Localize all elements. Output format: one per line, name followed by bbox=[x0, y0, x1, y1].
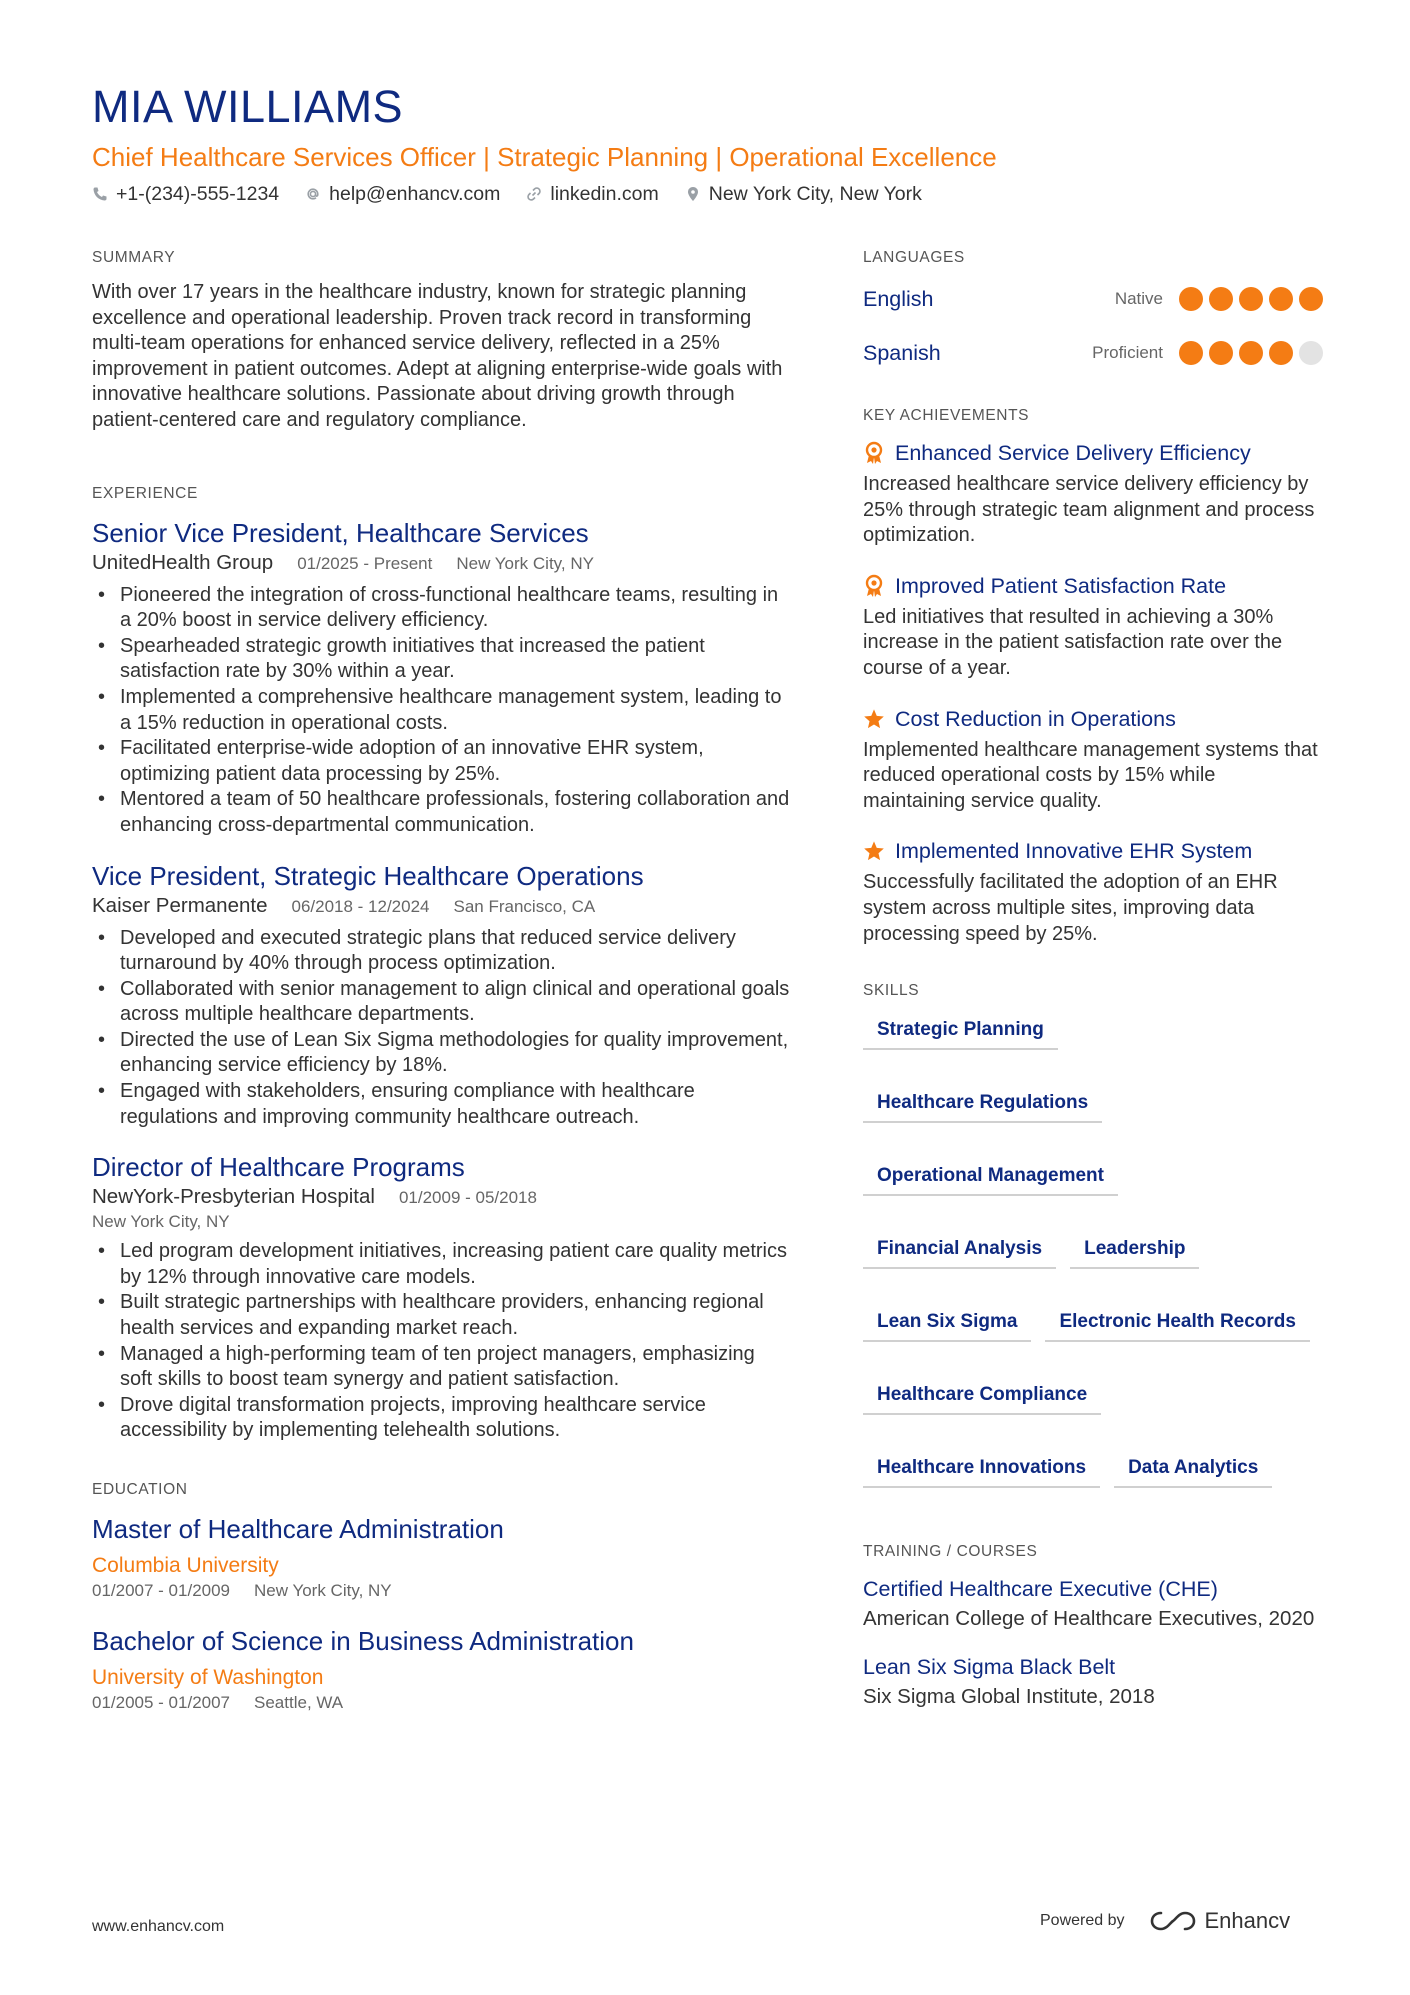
languages-section bbox=[863, 248, 1323, 372]
bullet-item: • Collaborated with senior management to align clinical and operational goals across multiple healthcare departments. bbox=[92, 977, 792, 1028]
achievements-section bbox=[863, 406, 1323, 947]
experience-section bbox=[92, 484, 792, 1444]
right-column bbox=[863, 248, 1323, 1730]
achievement-title: Improved Patient Satisfaction Rate bbox=[895, 573, 1227, 598]
job-bullets bbox=[92, 926, 792, 1131]
powered-by-label: Powered by bbox=[1040, 1912, 1125, 1929]
job-meta bbox=[92, 550, 792, 577]
training-section bbox=[863, 1542, 1323, 1710]
rating-dot-filled bbox=[1299, 287, 1323, 311]
achievement-description: Led initiatives that resulted in achieving a 30% increase in the patient satisfaction rate over the course of a year. bbox=[863, 605, 1283, 679]
phone-text: +1-(234)-555-1234 bbox=[116, 183, 280, 205]
bullet-item: • Engaged with stakeholders, ensuring compliance with healthcare regulations and improving community healthcare outreach. bbox=[92, 1079, 792, 1130]
achievement-item bbox=[863, 438, 1323, 549]
language-rating bbox=[1179, 287, 1323, 311]
skill-tag: Leadership bbox=[1070, 1232, 1199, 1269]
linkedin-text[interactable]: linkedin.com bbox=[550, 183, 659, 205]
job-dates: 06/2018 - 12/2024 bbox=[291, 896, 430, 916]
achievement-header bbox=[863, 836, 1323, 866]
location-text: New York City, New York bbox=[708, 183, 922, 205]
brand-logo[interactable] bbox=[1149, 1908, 1291, 1934]
job-bullets bbox=[92, 583, 792, 839]
language-name: English bbox=[863, 286, 934, 311]
summary-section bbox=[92, 248, 792, 434]
course-item bbox=[863, 1652, 1323, 1710]
achievement-title: Enhanced Service Delivery Efficiency bbox=[895, 441, 1251, 465]
star-icon bbox=[863, 708, 885, 730]
footer-branding bbox=[1040, 1908, 1290, 1934]
job-meta bbox=[92, 1184, 792, 1211]
achievement-title: Cost Reduction in Operations bbox=[895, 706, 1176, 731]
rating-dot-filled bbox=[1179, 287, 1203, 311]
language-row bbox=[863, 334, 1323, 372]
education-school: Columbia University bbox=[92, 1554, 279, 1577]
bullet-item: • Directed the use of Lean Six Sigma methodologies for quality improvement, enhancing service efficiency by 18%. bbox=[92, 1028, 792, 1079]
education-meta bbox=[92, 1580, 792, 1602]
rating-dot-empty bbox=[1299, 341, 1323, 365]
education-dates: 01/2007 - 01/2009 bbox=[92, 1581, 231, 1600]
achievement-description: Implemented healthcare management systems that reduced operational costs by 15% while maintaining service quality. bbox=[863, 738, 1318, 812]
section-heading: TRAINING / COURSES bbox=[863, 1543, 1038, 1561]
section-heading: EXPERIENCE bbox=[92, 484, 198, 502]
rating-dot-filled bbox=[1239, 287, 1263, 311]
language-rating bbox=[1179, 341, 1323, 365]
job-entry bbox=[92, 1150, 792, 1444]
achievement-title: Implemented Innovative EHR System bbox=[895, 839, 1253, 864]
language-name: Spanish bbox=[863, 340, 941, 365]
rating-dot-filled bbox=[1269, 287, 1293, 311]
phone-icon bbox=[92, 186, 108, 202]
course-name: Certified Healthcare Executive (CHE) bbox=[863, 1577, 1218, 1602]
skill-tag: Operational Management bbox=[863, 1159, 1118, 1196]
education-section bbox=[92, 1480, 792, 1714]
job-meta bbox=[92, 893, 792, 920]
course-name: Lean Six Sigma Black Belt bbox=[863, 1655, 1116, 1680]
rating-dot-filled bbox=[1209, 287, 1233, 311]
job-dates: 01/2009 - 05/2018 bbox=[398, 1188, 537, 1208]
award-icon bbox=[863, 574, 885, 598]
bullet-item: • Built strategic partnerships with healthcare providers, enhancing regional health services and expanding market reach. bbox=[92, 1290, 792, 1341]
bullet-item: • Facilitated enterprise-wide adoption of an innovative EHR system, optimizing patient data processing by 25%. bbox=[92, 736, 792, 787]
language-row bbox=[863, 280, 1323, 318]
rating-dot-filled bbox=[1209, 341, 1233, 365]
contact-phone bbox=[92, 180, 279, 208]
achievement-header bbox=[863, 438, 1323, 468]
job-company: Kaiser Permanente bbox=[92, 893, 268, 917]
job-title: Vice President, Strategic Healthcare Operations bbox=[92, 860, 644, 891]
rating-dot-filled bbox=[1269, 341, 1293, 365]
bullet-item: • Managed a high-performing team of ten project managers, emphasizing soft skills to boost team synergy and patient satisfaction. bbox=[92, 1342, 792, 1393]
bullet-item: • Led program development initiatives, increasing patient care quality metrics by 12% through innovative care models. bbox=[92, 1239, 792, 1290]
language-level: Native bbox=[1114, 289, 1163, 308]
summary-text: With over 17 years in the healthcare industry, known for strategic planning excellence and operational leadership. Proven track record in transforming multi-team operations for enhanced service delivery, reflected in a 25% improvement in patient outcomes. Adept at aligning enterprise-wide goals with innovative healthcare solutions. Passionate about driving growth through patient-centered care and regulatory compliance. bbox=[92, 281, 783, 431]
language-level: Proficient bbox=[1092, 343, 1163, 362]
skill-tag: Strategic Planning bbox=[863, 1013, 1058, 1050]
rating-dot-filled bbox=[1239, 341, 1263, 365]
education-degree: Bachelor of Science in Business Administration bbox=[92, 1626, 634, 1656]
skill-tag: Data Analytics bbox=[1114, 1451, 1272, 1488]
candidate-title: Chief Healthcare Services Officer | Strategic Planning | Operational Excellence bbox=[92, 142, 997, 172]
skills-section bbox=[863, 981, 1323, 1488]
education-degree: Master of Healthcare Administration bbox=[92, 1514, 504, 1544]
education-entry bbox=[92, 1624, 792, 1714]
footer-website[interactable]: www.enhancv.com bbox=[92, 1918, 225, 1935]
bullet-item: • Developed and executed strategic plans that reduced service delivery turnaround by 40% through process optimization. bbox=[92, 926, 792, 977]
contact-bar bbox=[92, 180, 1332, 208]
resume-header bbox=[92, 80, 1332, 208]
job-company: UnitedHealth Group bbox=[92, 550, 274, 574]
link-icon bbox=[526, 186, 542, 202]
left-column bbox=[92, 248, 792, 1736]
job-title: Director of Healthcare Programs bbox=[92, 1152, 465, 1183]
skill-tag: Healthcare Innovations bbox=[863, 1451, 1100, 1488]
achievement-description: Increased healthcare service delivery efficiency by 25% through strategic team alignment and process optimization. bbox=[863, 473, 1315, 547]
education-location: New York City, NY bbox=[254, 1581, 392, 1600]
achievement-header bbox=[863, 571, 1323, 601]
education-entry bbox=[92, 1512, 792, 1602]
job-location: San Francisco, CA bbox=[453, 896, 596, 916]
brand-name[interactable]: Enhancv bbox=[1204, 1908, 1291, 1933]
job-company: NewYork-Presbyterian Hospital bbox=[92, 1185, 375, 1209]
education-school: University of Washington bbox=[92, 1666, 324, 1689]
bullet-item: • Pioneered the integration of cross-functional healthcare teams, resulting in a 20% boost in service delivery efficiency. bbox=[92, 583, 792, 634]
enhancv-logo-icon bbox=[1149, 1909, 1197, 1933]
at-icon bbox=[305, 186, 321, 202]
skill-tag: Healthcare Regulations bbox=[863, 1086, 1102, 1123]
job-dates: 01/2025 - Present bbox=[297, 553, 433, 573]
award-icon bbox=[863, 441, 885, 465]
job-bullets bbox=[92, 1239, 792, 1444]
section-heading: SKILLS bbox=[863, 982, 920, 1000]
section-heading: SUMMARY bbox=[92, 249, 176, 266]
bullet-item: • Mentored a team of 50 healthcare professionals, fostering collaboration and enhancing cross-departmental communication. bbox=[92, 787, 792, 838]
course-org: Six Sigma Global Institute, 2018 bbox=[863, 1685, 1155, 1709]
achievement-item bbox=[863, 571, 1323, 682]
contact-linkedin[interactable] bbox=[526, 180, 658, 208]
contact-location bbox=[685, 180, 922, 208]
achievement-header bbox=[863, 704, 1323, 734]
email-text[interactable]: help@enhancv.com bbox=[329, 183, 501, 205]
location-pin-icon bbox=[685, 186, 701, 202]
job-entry bbox=[92, 516, 792, 839]
achievement-description: Successfully facilitated the adoption of an EHR system across multiple sites, improving data processing speed by 25%. bbox=[863, 871, 1278, 945]
bullet-item: • Drove digital transformation projects, improving healthcare service accessibility by implementing telehealth solutions. bbox=[92, 1393, 792, 1444]
job-entry bbox=[92, 859, 792, 1131]
candidate-name: MIA WILLIAMS bbox=[92, 81, 404, 132]
skills-list bbox=[863, 1013, 1323, 1488]
job-title: Senior Vice President, Healthcare Services bbox=[92, 517, 589, 548]
rating-dot-filled bbox=[1179, 341, 1203, 365]
course-item bbox=[863, 1574, 1323, 1632]
contact-email[interactable] bbox=[305, 180, 500, 208]
section-heading: KEY ACHIEVEMENTS bbox=[863, 407, 1030, 424]
star-icon bbox=[863, 840, 885, 862]
achievement-item bbox=[863, 704, 1323, 815]
achievement-item bbox=[863, 836, 1323, 947]
skill-tag: Electronic Health Records bbox=[1045, 1305, 1310, 1342]
job-location: New York City, NY bbox=[456, 553, 594, 573]
bullet-item: • Spearheaded strategic growth initiatives that increased the patient satisfaction rate by 30% within a year. bbox=[92, 634, 792, 685]
section-heading: EDUCATION bbox=[92, 1481, 188, 1498]
skill-tag: Healthcare Compliance bbox=[863, 1378, 1101, 1415]
bullet-item: • Implemented a comprehensive healthcare management system, leading to a 15% reduction in operational costs. bbox=[92, 685, 792, 736]
education-dates: 01/2005 - 01/2007 bbox=[92, 1693, 231, 1712]
course-org: American College of Healthcare Executives, 2020 bbox=[863, 1607, 1315, 1631]
skill-tag: Lean Six Sigma bbox=[863, 1305, 1031, 1342]
education-meta bbox=[92, 1692, 792, 1714]
skill-tag: Financial Analysis bbox=[863, 1232, 1056, 1269]
section-heading: LANGUAGES bbox=[863, 249, 965, 266]
job-location: New York City, NY bbox=[92, 1212, 230, 1232]
education-location: Seattle, WA bbox=[254, 1693, 344, 1712]
